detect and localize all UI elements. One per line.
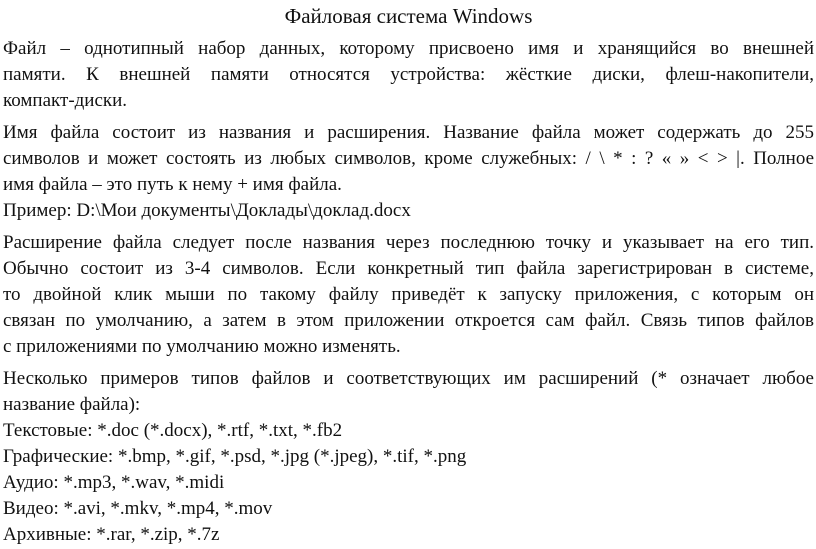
text-line: Обычно состоит из 3-4 символов. Если конкретный тип файла зарегистрирован в системе, [3, 258, 814, 279]
file-type-list [3, 418, 814, 548]
paragraph-file-definition [3, 36, 814, 114]
list-item: Графические: *.bmp, *.gif, *.psd, *.jpg (*.jpeg), *.tif, *.png [3, 446, 467, 467]
list-item: Видео: *.avi, *.mkv, *.mp4, *.mov [3, 498, 273, 519]
text-line: Расширение файла следует после названия через последнюю точку и указывает на его тип. [3, 232, 814, 253]
paragraph-extension [3, 230, 814, 360]
list-item: Архивные: *.rar, *.zip, *.7z [3, 524, 220, 545]
text-line: памяти. К внешней памяти относятся устройства: жёсткие диски, флеш-накопители, [3, 64, 814, 85]
text-line: имя файла – это путь к нему + имя файла. [3, 174, 342, 195]
text-line: компакт-диски. [3, 90, 128, 111]
text-line: то двойной клик мыши по такому файлу приведёт к запуску приложения, с которым он [3, 284, 814, 305]
text-line: название файла): [3, 394, 141, 415]
text-line: Несколько примеров типов файлов и соответствующих им расширений (* означает любое [3, 368, 814, 389]
paragraph-type-examples [3, 366, 814, 418]
text-line: с приложениями по умолчанию можно изменять. [3, 336, 401, 357]
text-line: Имя файла состоит из названия и расширения. Название файла может содержать до 255 [3, 122, 814, 143]
text-line: символов и может состоять из любых символов, кроме служебных: / \ * : ? « » < > |. Полное [3, 148, 814, 169]
paragraph-file-name [3, 120, 814, 198]
list-item: Текстовые: *.doc (*.docx), *.rtf, *.txt, *.fb2 [3, 420, 343, 441]
text-line: связан по умолчанию, а затем в этом приложении откроется сам файл. Связь типов файлов [3, 310, 814, 331]
list-item: Аудио: *.mp3, *.wav, *.midi [3, 472, 225, 493]
text-line: Файл – однотипный набор данных, которому присвоено имя и хранящийся во внешней [3, 38, 814, 59]
page-title: Файловая система Windows [284, 4, 533, 28]
example-path: Пример: D:\Мои документы\Доклады\доклад.docx [3, 200, 411, 221]
